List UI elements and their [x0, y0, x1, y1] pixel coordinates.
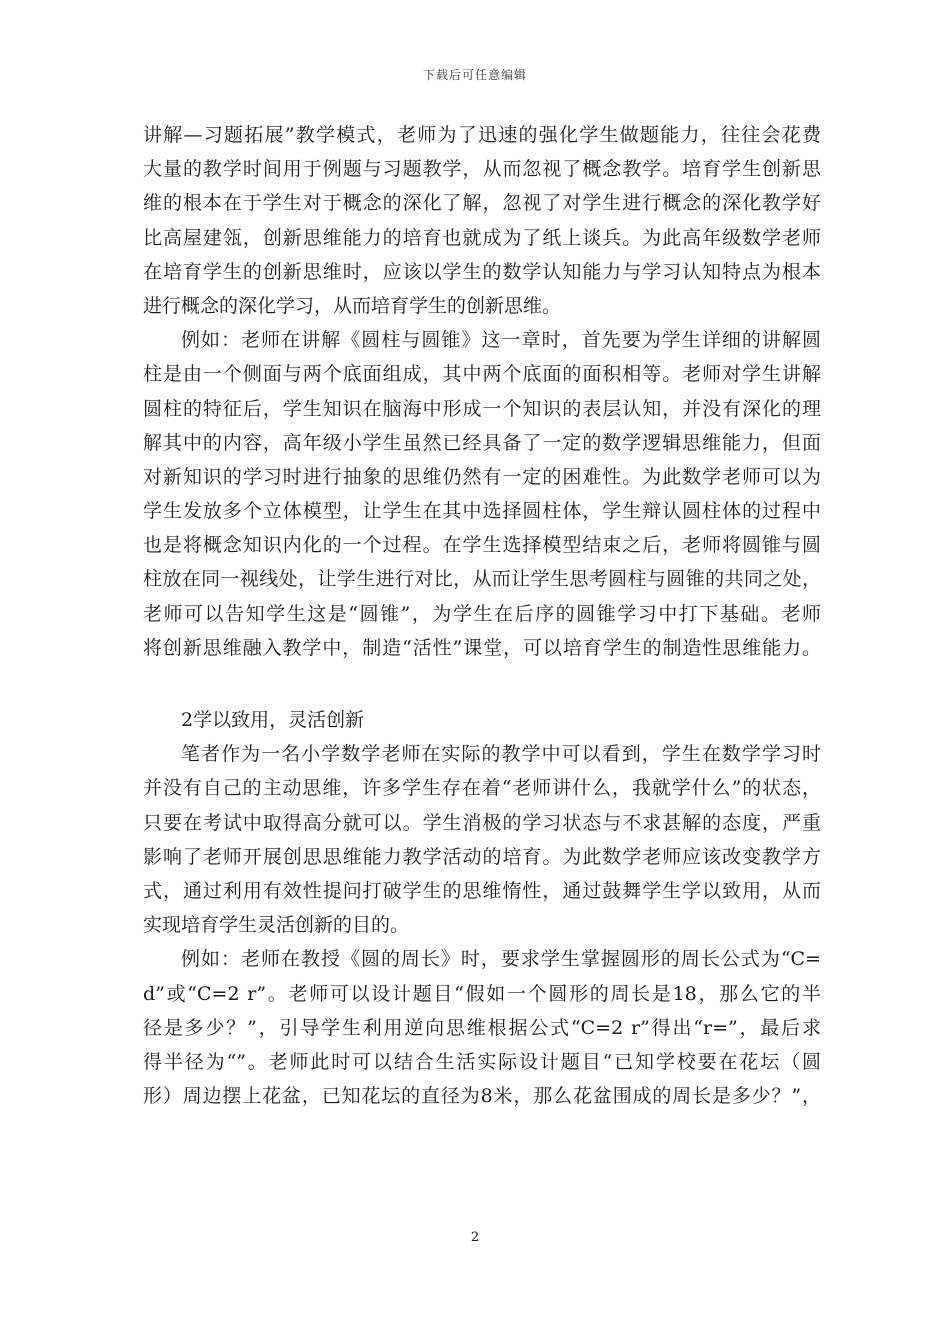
text-line: 例如：老师在教授《圆的周长》时，要求学生掌握圆形的周长公式为“C=: [181, 948, 821, 971]
text-line: 将创新思维融入教学中，制造“活性”课堂，可以培育学生的制造性思维能力。: [143, 636, 821, 659]
text-line: 形）周边摆上花盆，已知花坛的直径为8米，那么花盆围成的周长是多少？”，: [143, 1085, 821, 1108]
paragraph-4: [143, 942, 821, 1113]
text-line: 影响了老师开展创思思维能力教学活动的培育。为此数学老师应该改变教学方: [143, 845, 821, 868]
text-line: 只要在考试中取得高分就可以。学生消极的学习状态与不求甚解的态度，严重: [143, 811, 821, 834]
text-line: 例如：老师在讲解《圆柱与圆锥》这一章时，首先要为学生详细的讲解圆: [181, 329, 821, 352]
text-line: 解其中的内容，高年级小学生虽然已经具备了一定的数学逻辑思维能力，但面: [143, 431, 821, 454]
paragraph-1: [143, 118, 821, 323]
paragraph-2: [143, 323, 821, 665]
body-text: [143, 118, 821, 1113]
paragraph-gap: [143, 665, 821, 703]
text-line: 老师可以告知学生这是“圆锥”，为学生在后序的圆锥学习中打下基础。老师: [143, 602, 821, 625]
text-line: d”或“C=2 r”。老师可以设计题目“假如一个圆形的周长是18，那么它的半: [143, 982, 821, 1005]
section-heading: 2学以致用，灵活创新: [181, 709, 365, 731]
text-line: 并没有自己的主动思维，许多学生存在着“老师讲什么，我就学什么”的状态，: [143, 777, 821, 800]
text-line: 柱放在同一视线处，让学生进行对比，从而让学生思考圆柱与圆锥的共同之处，: [143, 568, 821, 591]
text-line: 式，通过利用有效性提问打破学生的思维惰性，通过鼓舞学生学以致用，从而: [143, 879, 821, 902]
paragraph-3: [143, 737, 821, 942]
text-line: 对新知识的学习时进行抽象的思维仍然有一定的困难性。为此数学老师可以为: [143, 465, 821, 488]
text-line: 进行概念的深化学习，从而培育学生的创新思维。: [143, 294, 562, 317]
text-line: 比高屋建瓴，创新思维能力的培育也就成为了纸上谈兵。为此高年级数学老师: [143, 226, 821, 249]
page-number: 2: [470, 1230, 480, 1245]
text-line: 径是多少？”，引导学生利用逆向思维根据公式“C=2 r”得出“r=”，最后求: [143, 1016, 821, 1039]
text-line: 大量的教学时间用于例题与习题教学，从而忽视了概念教学。培育学生创新思: [143, 158, 821, 181]
header-note: 下载后可任意编辑: [422, 68, 527, 82]
text-line: 也是将概念知识内化的一个过程。在学生选择模型结束之后，老师将圆锥与圆: [143, 534, 821, 557]
text-line: 柱是由一个侧面与两个底面组成，其中两个底面的面积相等。老师对学生讲解: [143, 363, 821, 386]
text-line: 学生发放多个立体模型，让学生在其中选择圆柱体，学生辩认圆柱体的过程中: [143, 500, 821, 523]
text-line: 得半径为“”。老师此时可以结合生活实际设计题目“已知学校要在花坛（圆: [143, 1050, 821, 1073]
text-line: 圆柱的特征后，学生知识在脑海中形成一个知识的表层认知，并没有深化的理: [143, 397, 821, 420]
text-line: 在培育学生的创新思维时，应该以学生的数学认知能力与学习认知特点为根本: [143, 260, 821, 283]
text-line: 讲解—习题拓展”教学模式，老师为了迅速的强化学生做题能力，往往会花费: [143, 124, 821, 146]
text-line: 实现培育学生灵活创新的目的。: [143, 914, 410, 937]
text-line: 笔者作为一名小学数学老师在实际的教学中可以看到，学生在数学学习时: [181, 743, 821, 766]
text-line: 维的根本在于学生对于概念的深化了解，忽视了对学生进行概念的深化教学好: [143, 192, 821, 215]
